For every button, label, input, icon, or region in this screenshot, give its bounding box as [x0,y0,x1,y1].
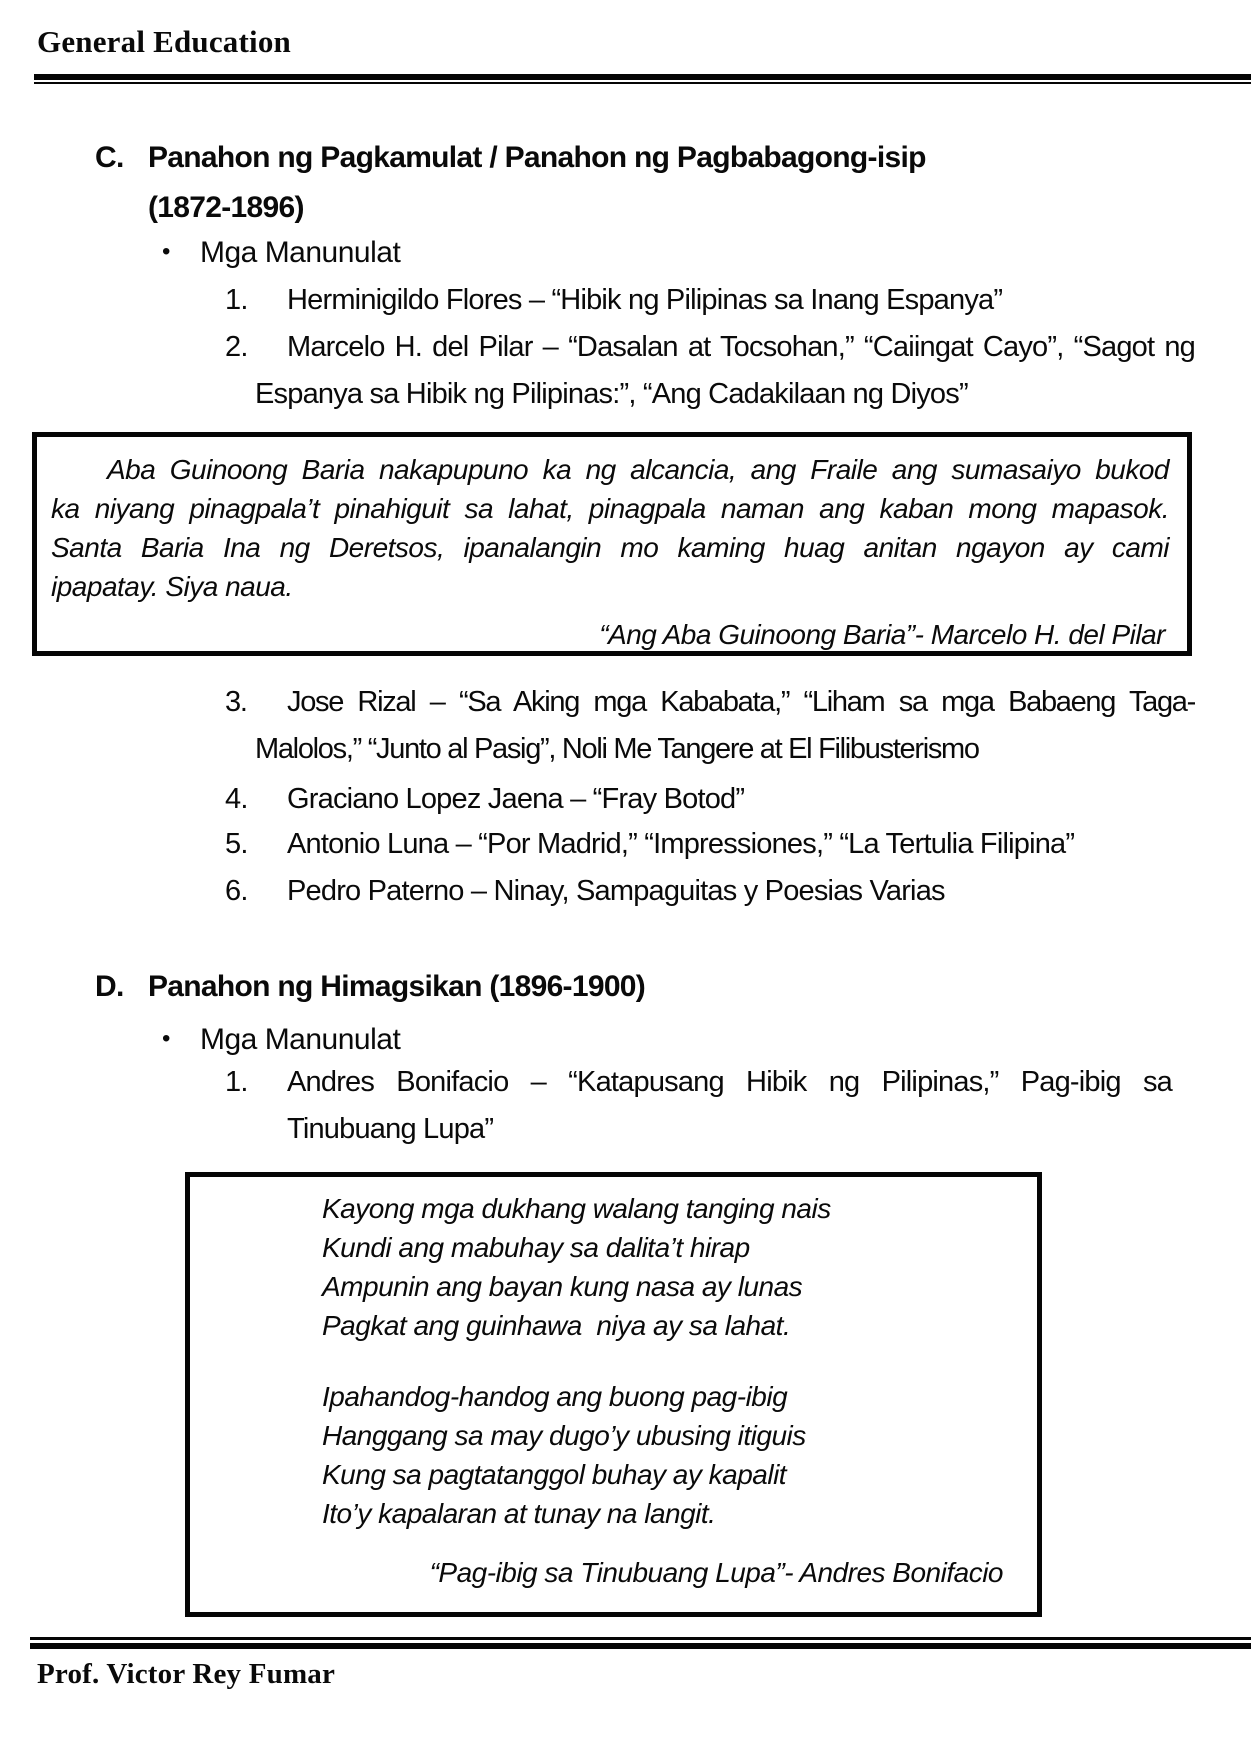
item-number: 1. [225,284,248,316]
quote-line: ka niyang pinagpala’t pinahiguit sa lahat, pinagpala naman ang kaban mong mapasok. [51,493,1169,524]
poem-line: Kung sa pagtatanggol buhay ay kapalit [322,1459,787,1490]
list-item-c6 [225,868,1195,915]
poem-line: Ipahandog-handog ang buong pag-ibig [322,1381,788,1412]
section-c-subheading: Mga Manunulat [200,236,401,269]
item-number: 2. [225,331,248,363]
section-c-title [148,133,926,233]
section-c-title-line1: Panahon ng Pagkamulat / Panahon ng Pagbabagong-isip [148,141,926,174]
item-number: 4. [225,783,248,815]
footer-rule-thin-line [30,1637,1251,1640]
section-d-subheading: Mga Manunulat [200,1023,401,1056]
item-text: Graciano Lopez Jaena – “Fray Botod” [287,783,745,815]
section-c-label: C. [95,141,124,174]
poem-line: Ampunin ang bayan kung nasa ay lunas [322,1271,803,1302]
poem-line: Pagkat ang guinhawa niya ay sa lahat. [322,1310,791,1341]
quote-line: Aba Guinoong Baria nakapupuno ka ng alcancia, ang Fraile ang sumasaiyo bukod [107,454,1169,485]
poem-attribution: “Pag-ibig sa Tinubuang Lupa”- Andres Bonifacio [429,1557,1003,1588]
page-header-title: General Education [37,24,291,59]
quote-box-aba-guinoong-baria [32,432,1192,656]
list-item-d1 [225,1059,1172,1153]
header-rule [34,74,1251,84]
page-footer-title: Prof. Victor Rey Fumar [37,1658,336,1690]
poem-box-pag-ibig-sa-tinubuang-lupa [185,1172,1042,1617]
section-d-title-line1: Panahon ng Himagsikan (1896-1900) [148,970,646,1003]
header-rule-thin-line [34,82,1251,84]
bullet-icon: • [162,238,170,265]
header-rule-thick-line [34,74,1251,80]
poem-line: Kayong mga dukhang walang tanging nais [322,1193,831,1224]
item-number: 1. [225,1066,248,1098]
item-number: 6. [225,875,248,907]
item-text: Herminigildo Flores – “Hibik ng Pilipinas sa Inang Espanya” [287,284,1003,316]
item-text: Marcelo H. del Pilar – “Dasalan at Tocsohan,” “Caiingat Cayo”, “Sagot ng Espanya sa Hibik ng Pilipinas:”, “Ang Cadakilaan ng Diyos” [255,331,1195,410]
section-d-title [148,962,645,1012]
poem-line: Hanggang sa may dugo’y ubusing itiguis [322,1420,806,1451]
section-d-label: D. [95,970,124,1003]
item-number: 3. [225,686,247,718]
section-d-subheading-row [162,1019,400,1060]
list-item-c2 [225,324,1195,418]
item-text: Pedro Paterno – Ninay, Sampaguitas y Poesias Varias [287,875,945,907]
list-item-c1 [225,277,1195,324]
section-c-heading [95,133,926,233]
section-d-heading [95,962,645,1012]
item-number: 5. [225,828,248,860]
item-text: Jose Rizal – “Sa Aking mga Kababata,” “Liham sa mga Babaeng Taga-Malolos,” “Junto al Pasig”, Noli Me Tangere at El Filibusterismo [255,686,1195,765]
item-text: Antonio Luna – “Por Madrid,” “Impressiones,” “La Tertulia Filipina” [287,828,1075,860]
quote-line: Santa Baria Ina ng Deretsos, ipanalangin mo kaming huag anitan ngayon ay cami [51,532,1169,563]
poem-line: Ito’y kapalaran at tunay na langit. [322,1498,716,1529]
list-item-c5 [225,821,1195,868]
footer-rule [30,1637,1251,1649]
list-item-c3 [225,679,1195,773]
quote-line: ipapatay. Siya naua. [51,571,293,602]
bullet-icon: • [162,1025,170,1052]
item-text: Andres Bonifacio – “Katapusang Hibik ng Pilipinas,” Pag-ibig sa Tinubuang Lupa” [287,1066,1172,1145]
section-c-subheading-row [162,232,400,273]
quote-attribution: “Ang Aba Guinoong Baria”- Marcelo H. del Pilar [599,619,1165,650]
poem-line: Kundi ang mabuhay sa dalita’t hirap [322,1232,750,1263]
section-c-title-line2: (1872-1896) [148,191,304,224]
footer-rule-thick-line [30,1643,1251,1649]
list-item-c4 [225,776,1195,823]
